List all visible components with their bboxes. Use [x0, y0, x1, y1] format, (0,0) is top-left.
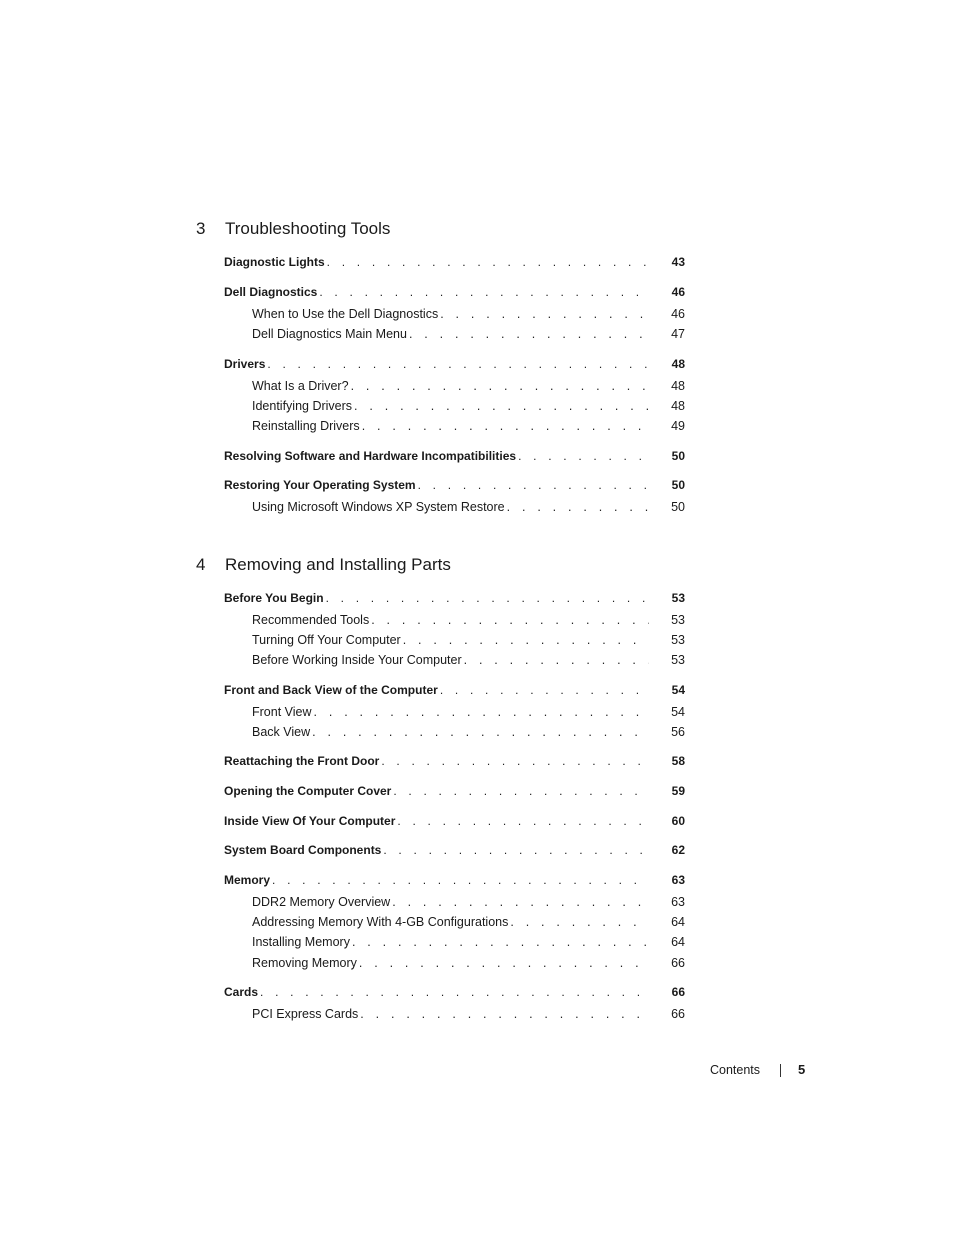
toc-page-number: 60 — [671, 814, 685, 828]
toc-section-entry[interactable] — [224, 681, 685, 699]
toc-page-number: 53 — [671, 653, 685, 667]
toc-page-number: 50 — [671, 449, 685, 463]
toc-entry-title: DDR2 Memory Overview — [252, 895, 391, 909]
toc-page-number: 56 — [671, 725, 685, 739]
toc-section-entry[interactable] — [224, 447, 685, 465]
dot-leader — [418, 476, 649, 494]
chapter-heading — [196, 552, 716, 578]
toc-subsection-entry[interactable] — [252, 954, 685, 972]
dot-leader — [351, 377, 649, 395]
toc-section-entry[interactable] — [224, 283, 685, 301]
toc-subsection-entry[interactable] — [252, 913, 685, 931]
footer-separator — [780, 1064, 781, 1077]
dot-leader — [360, 1005, 649, 1023]
toc-entry-title: Reinstalling Drivers — [252, 419, 360, 433]
toc-page-number: 58 — [671, 754, 685, 768]
dot-leader — [319, 283, 649, 301]
dot-leader — [272, 871, 649, 889]
toc-section-entry[interactable] — [224, 871, 685, 889]
page-footer — [700, 1060, 820, 1080]
toc-page-number: 50 — [671, 500, 685, 514]
toc-section-entry[interactable] — [224, 253, 685, 271]
toc-entry-title: Inside View Of Your Computer — [224, 814, 396, 828]
toc-page-number: 43 — [671, 255, 685, 269]
toc-entry-title: Diagnostic Lights — [224, 255, 325, 269]
toc-page-number: 48 — [671, 399, 685, 413]
toc-page-number: 47 — [671, 327, 685, 341]
dot-leader — [381, 752, 649, 770]
toc-page-number: 46 — [671, 307, 685, 321]
toc-page-number: 46 — [671, 285, 685, 299]
toc-entry-title: Using Microsoft Windows XP System Restore — [252, 500, 505, 514]
toc-entry-title: Drivers — [224, 357, 266, 371]
toc-subsection-entry[interactable] — [252, 703, 685, 721]
dot-leader — [464, 651, 649, 669]
chapter-title: Troubleshooting Tools — [225, 219, 391, 238]
toc-section-entry[interactable] — [224, 983, 685, 1001]
toc-entry-title: Turning Off Your Computer — [252, 633, 401, 647]
toc-entry-title: When to Use the Dell Diagnostics — [252, 307, 439, 321]
toc-subsection-entry[interactable] — [252, 723, 685, 741]
dot-leader — [260, 983, 649, 1001]
toc-page-number: 49 — [671, 419, 685, 433]
toc-subsection-entry[interactable] — [252, 498, 685, 516]
toc-entry-title: Cards — [224, 985, 259, 999]
dot-leader — [393, 782, 649, 800]
dot-leader — [326, 589, 649, 607]
dot-leader — [510, 913, 649, 931]
toc-page-number: 48 — [671, 357, 685, 371]
toc-entry-title: Restoring Your Operating System — [224, 478, 416, 492]
toc-subsection-entry[interactable] — [252, 1005, 685, 1023]
dot-leader — [371, 611, 649, 629]
toc-entry-title: Dell Diagnostics Main Menu — [252, 327, 407, 341]
dot-leader — [327, 253, 649, 271]
footer-section-label: Contents — [709, 1063, 760, 1077]
toc-section-entry[interactable] — [224, 589, 685, 607]
dot-leader — [312, 723, 649, 741]
toc-subsection-entry[interactable] — [252, 325, 685, 343]
toc-entry-title: Dell Diagnostics — [224, 285, 318, 299]
toc-entry-title: Reattaching the Front Door — [224, 754, 380, 768]
toc-page-number: 66 — [671, 985, 685, 999]
toc-entry-title: Addressing Memory With 4-GB Configurations — [252, 915, 509, 929]
toc-entry-title: Installing Memory — [252, 935, 350, 949]
chapter-number: 3 — [196, 219, 206, 238]
toc-page-number: 54 — [671, 705, 685, 719]
toc-entry-title: Resolving Software and Hardware Incompatibilities — [224, 449, 517, 463]
dot-leader — [314, 703, 649, 721]
dot-leader — [507, 498, 649, 516]
dot-leader — [359, 954, 649, 972]
toc-entry-title: PCI Express Cards — [252, 1007, 359, 1021]
toc-entry-title: Back View — [252, 725, 311, 739]
dot-leader — [403, 631, 649, 649]
toc-subsection-entry[interactable] — [252, 611, 685, 629]
dot-leader — [383, 841, 649, 859]
toc-entry-title: Before Working Inside Your Computer — [252, 653, 462, 667]
footer-page-number: 5 — [798, 1062, 806, 1077]
toc-subsection-entry[interactable] — [252, 305, 685, 323]
toc-page-number: 53 — [671, 613, 685, 627]
toc-section-entry[interactable] — [224, 841, 685, 859]
toc-entry-title: Recommended Tools — [252, 613, 370, 627]
dot-leader — [397, 812, 649, 830]
dot-leader — [354, 397, 649, 415]
dot-leader — [392, 893, 649, 911]
toc-page-number: 54 — [671, 683, 685, 697]
toc-page-number: 62 — [671, 843, 685, 857]
chapter-number: 4 — [196, 555, 206, 574]
toc-entry-title: Front and Back View of the Computer — [224, 683, 438, 697]
toc-page-number: 66 — [671, 956, 685, 970]
toc-page-number: 63 — [671, 895, 685, 909]
dot-leader — [440, 305, 649, 323]
toc-page-number: 53 — [671, 591, 685, 605]
toc-entry-title: Before You Begin — [224, 591, 324, 605]
toc-subsection-entry[interactable] — [252, 397, 685, 415]
toc-subsection-entry[interactable] — [252, 893, 685, 911]
toc-subsection-entry[interactable] — [252, 417, 685, 435]
dot-leader — [440, 681, 649, 699]
toc-section-entry[interactable] — [224, 752, 685, 770]
toc-subsection-entry[interactable] — [252, 631, 685, 649]
toc-entry-title: Memory — [224, 873, 271, 887]
toc-page-number: 64 — [671, 915, 685, 929]
toc-page-number: 64 — [671, 935, 685, 949]
toc-page-number: 53 — [671, 633, 685, 647]
toc-page-number: 66 — [671, 1007, 685, 1021]
chapter-title: Removing and Installing Parts — [225, 555, 451, 574]
toc-subsection-entry[interactable] — [252, 933, 685, 951]
toc-entry-title: Identifying Drivers — [252, 399, 353, 413]
toc-section-entry[interactable] — [224, 476, 685, 494]
dot-leader — [409, 325, 649, 343]
dot-leader — [362, 417, 649, 435]
toc-page-number: 50 — [671, 478, 685, 492]
toc-entry-title: System Board Components — [224, 843, 382, 857]
toc-subsection-entry[interactable] — [252, 651, 685, 669]
toc-entry-title: Front View — [252, 705, 312, 719]
toc-subsection-entry[interactable] — [252, 377, 685, 395]
toc-entry-title: What Is a Driver? — [252, 379, 349, 393]
dot-leader — [352, 933, 649, 951]
toc-page-number: 48 — [671, 379, 685, 393]
chapter-heading — [196, 216, 716, 242]
toc-section-entry[interactable] — [224, 355, 685, 373]
toc-page-number: 63 — [671, 873, 685, 887]
toc-section-entry[interactable] — [224, 812, 685, 830]
toc-entry-title: Opening the Computer Cover — [224, 784, 392, 798]
dot-leader — [518, 447, 649, 465]
toc-entry-title: Removing Memory — [252, 956, 357, 970]
toc-section-entry[interactable] — [224, 782, 685, 800]
dot-leader — [267, 355, 649, 373]
toc-page-number: 59 — [671, 784, 685, 798]
